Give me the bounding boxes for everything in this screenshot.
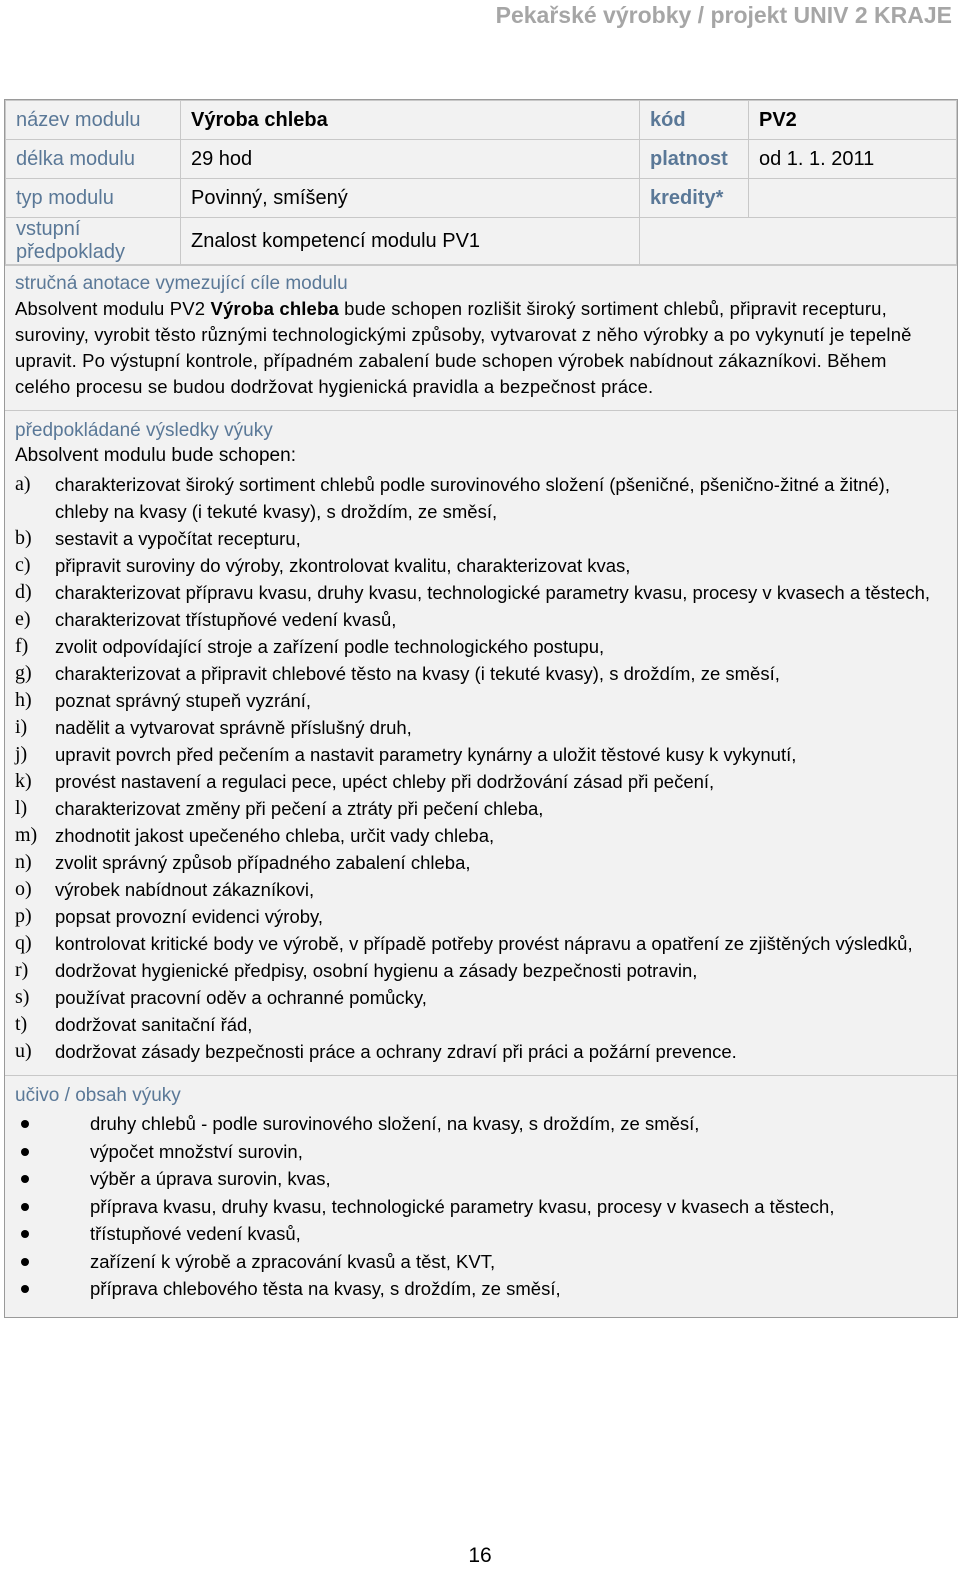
content-item [15,1138,947,1166]
outcome-item [15,903,947,930]
outcome-letter: f) [15,635,29,657]
outcome-text: dodržovat zásady bezpečnosti práce a ochrany zdraví při práci a požární prevence. [55,1041,737,1062]
prereq-label: vstupní předpoklady [6,218,181,265]
outcome-text: nadělit a vytvarovat správně příslušný druh, [55,717,412,738]
annotation-section [5,265,957,410]
prereq-empty [640,218,957,265]
content-text: třístupňové vedení kvasů, [90,1223,301,1244]
outcome-text: kontrolovat kritické body ve výrobě, v případě potřeby provést nápravu a opatření ze zjištěných výsledků, [55,933,913,954]
outcome-text: upravit povrch před pečením a nastavit parametry kynárny a uložit těstové kusy k vykynutí, [55,744,797,765]
outcomes-lead: Absolvent modulu bude schopen: [15,445,296,466]
outcome-text: výrobek nabídnout zákazníkovi, [55,879,315,900]
bullet-icon [21,1285,29,1293]
outcome-letter: i) [15,716,28,738]
validity-label: platnost [640,140,749,179]
outcome-item [15,660,947,687]
outcome-text: charakterizovat a připravit chlebové těsto na kvasy (i tekuté kvasy), s droždím, ze směsí, [55,663,780,684]
content-list [15,1110,947,1303]
outcome-letter: s) [15,986,30,1008]
outcomes-list [15,471,947,1065]
outcome-letter: n) [15,851,32,873]
outcome-text: charakterizovat široký sortiment chlebů podle surovinového složení (pšeničné, pšenično-žitné a žitné), chleby na kvasy (i tekuté kvasy), s droždím, ze směsí, [55,474,890,522]
outcome-text: zhodnotit jakost upečeného chleba, určit vady chleba, [55,825,495,846]
content-section [5,1075,957,1317]
outcome-text: zvolit odpovídající stroje a zařízení podle technologického postupu, [55,636,605,657]
outcome-text: dodržovat hygienické předpisy, osobní hygienu a zásady bezpečnosti potravin, [55,960,698,981]
content-title: učivo / obsah výuky [15,1085,181,1106]
outcome-letter: d) [15,581,32,603]
outcome-item [15,606,947,633]
bullet-icon [21,1148,29,1156]
outcome-item [15,687,947,714]
outcome-letter: l) [15,797,28,819]
outcome-item [15,768,947,795]
outcome-item [15,849,947,876]
outcome-letter: o) [15,878,32,900]
outcome-letter: p) [15,905,32,927]
outcome-text: sestavit a vypočítat recepturu, [55,528,301,549]
module-type: Povinný, smíšený [181,179,640,218]
module-length: 29 hod [181,140,640,179]
meta-row-prereq [6,218,957,265]
outcome-letter: j) [15,743,28,765]
outcome-item [15,471,947,525]
outcome-item [15,822,947,849]
outcomes-title: předpokládané výsledky výuky [15,420,273,441]
outcome-letter: u) [15,1040,32,1062]
bullet-icon [21,1230,29,1238]
content-text: zařízení k výrobě a zpracování kvasů a těst, KVT, [90,1250,496,1272]
content-text: výpočet množství surovin, [90,1140,303,1162]
outcome-item [15,525,947,552]
credits-label: kredity* [640,179,749,218]
outcome-item [15,876,947,903]
content-text: výběr a úprava surovin, kvas, [90,1168,331,1189]
content-item [15,1110,947,1138]
annotation-text: Absolvent modulu PV2 Výroba chleba bude schopen rozlišit široký sortiment chlebů, připravit recepturu, suroviny, vyrobit těsto různými technologickými způsoby, vytvarovat z něho výrobky a po vykynutí je tepelně upravit. Po výstupní kontrole, případném zabalení bude schopen výrobek nabídnout zákazníkovi. Během celého procesu se budou dodržovat hygienická pravidla a bezpečnost práce. [15,298,912,397]
bullet-icon [21,1175,29,1183]
bullet-icon [21,1203,29,1211]
outcome-text: dodržovat sanitační řád, [55,1014,253,1035]
outcome-letter: t) [15,1013,28,1035]
outcome-text: zvolit správný způsob případného zabalení chleba, [55,852,471,873]
outcome-item [15,552,947,579]
content-text: druhy chlebů - podle surovinového složení, na kvasy, s droždím, ze směsí, [90,1113,700,1134]
module-meta-table [5,100,957,265]
outcome-letter: c) [15,554,31,576]
outcome-letter: e) [15,608,31,630]
outcome-item [15,957,947,984]
content-item [15,1220,947,1248]
outcome-item [15,795,947,822]
outcome-item [15,714,947,741]
outcome-item [15,741,947,768]
outcome-text: provést nastavení a regulaci pece, upéct chleby při dodržování zásad při pečení, [55,771,715,792]
module-name-label: název modulu [6,101,181,140]
outcome-letter: h) [15,689,32,711]
outcome-item [15,633,947,660]
module-sheet [4,99,958,1318]
module-credits [749,179,957,218]
outcome-text: charakterizovat změny při pečení a ztráty při pečení chleba, [55,798,544,819]
type-label: typ modulu [6,179,181,218]
outcome-item [15,1011,947,1038]
outcome-letter: k) [15,770,32,792]
meta-row-name [6,101,957,140]
content-item [15,1165,947,1193]
outcome-text: charakterizovat třístupňové vedení kvasů, [55,609,397,630]
module-code: PV2 [749,101,957,140]
module-prereq: Znalost kompetencí modulu PV1 [181,218,640,265]
outcome-text: charakterizovat přípravu kvasu, druhy kvasu, technologické parametry kvasu, procesy v kvasech a těstech, [55,582,931,603]
document-header: Pekařské výrobky / projekt UNIV 2 KRAJE [495,2,952,28]
outcome-letter: m) [15,824,38,846]
outcome-letter: r) [15,959,29,981]
page-number: 16 [468,1544,492,1567]
length-label: délka modulu [6,140,181,179]
meta-row-type [6,179,957,218]
outcome-letter: g) [15,662,32,684]
annotation-title: stručná anotace vymezující cíle modulu [15,273,348,294]
outcome-letter: a) [15,473,31,495]
content-item [15,1275,947,1303]
outcome-letter: b) [15,527,32,549]
outcomes-section [5,410,957,1075]
outcome-item [15,1038,947,1065]
meta-row-length [6,140,957,179]
outcome-text: používat pracovní oděv a ochranné pomůcky, [55,987,427,1008]
content-text: příprava kvasu, druhy kvasu, technologické parametry kvasu, procesy v kvasech a těstech, [90,1195,835,1217]
bullet-icon [21,1120,29,1128]
content-item [15,1193,947,1221]
outcome-text: poznat správný stupeň vyzrání, [55,690,312,711]
module-name: Výroba chleba [181,101,640,140]
content-text: příprava chlebového těsta na kvasy, s droždím, ze směsí, [90,1278,561,1299]
outcome-text: popsat provozní evidenci výroby, [55,906,324,927]
code-label: kód [640,101,749,140]
outcome-item [15,579,947,606]
module-validity: od 1. 1. 2011 [749,140,957,179]
content-item [15,1248,947,1276]
bullet-icon [21,1258,29,1266]
outcome-item [15,984,947,1011]
outcome-item [15,930,947,957]
outcome-letter: q) [15,932,32,954]
outcome-text: připravit suroviny do výroby, zkontrolovat kvalitu, charakterizovat kvas, [55,555,631,576]
